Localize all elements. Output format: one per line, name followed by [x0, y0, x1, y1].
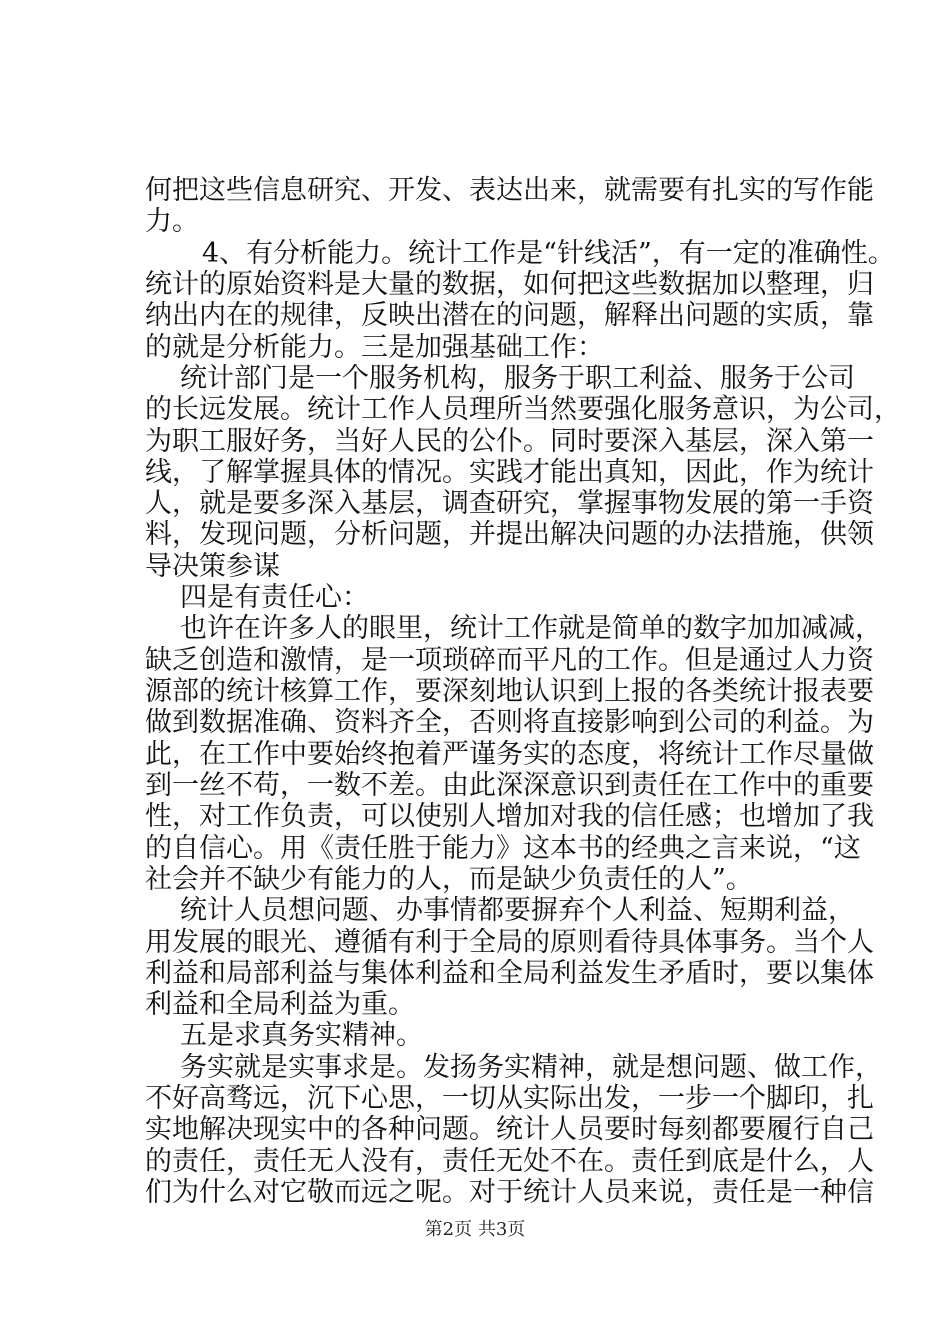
text-line: 线，了解掌握具体的情况。实践才能出真知，因此，作为统计 — [145, 457, 874, 488]
text-line: 做到数据准确、资料齐全，否则将直接影响到公司的利益。为 — [145, 707, 874, 738]
text-line: 何把这些信息研究、开发、表达出来，就需要有扎实的写作能 — [145, 175, 874, 206]
text-line: 4、有分析能力。统计工作是“针线活”，有一定的准确性。 — [202, 238, 895, 269]
text-line: 用发展的眼光、遵循有利于全局的原则看待具体事务。当个人 — [145, 927, 874, 958]
text-line: 料，发现问题，分析问题，并提出解决问题的办法措施，供领 — [145, 519, 874, 550]
text-line: 力。 — [145, 206, 199, 237]
text-line: 人，就是要多深入基层，调查研究，掌握事物发展的第一手资 — [145, 488, 874, 519]
text-line: 此，在工作中要始终抱着严谨务实的态度，将统计工作尽量做 — [145, 739, 874, 770]
text-line: 纳出内在的规律，反映出潜在的问题，解释出问题的实质，靠 — [145, 300, 874, 331]
text-line: 为职工服好务，当好人民的公仆。同时要深入基层，深入第一 — [145, 426, 874, 457]
text-line: 到一丝不苟，一数不差。由此深深意识到责任在工作中的重要 — [145, 770, 874, 801]
text-line: 统计部门是一个服务机构，服务于职工利益、服务于公司 — [180, 363, 855, 394]
page-footer: 第2页 共3页 — [424, 1219, 526, 1240]
text-line: 导决策参谋 — [145, 551, 280, 582]
text-line: 利益和局部利益与集体利益和全局利益发生矛盾时，要以集体 — [145, 958, 874, 989]
text-line: 也许在许多人的眼里，统计工作就是简单的数字加加减减， — [180, 613, 882, 644]
text-line: 们为什么对它敬而远之呢。对于统计人员来说，责任是一种信 — [145, 1177, 874, 1208]
section-heading: 五是求真务实精神。 — [180, 1020, 423, 1051]
text-line: 不好高骛远，沉下心思，一切从实际出发，一步一个脚印，扎 — [145, 1083, 874, 1114]
text-line: 务实就是实事求是。发扬务实精神，就是想问题、做工作， — [180, 1052, 882, 1083]
text-line: 性，对工作负责，可以使别人增加对我的信任感；也增加了我 — [145, 801, 874, 832]
text-line: 的自信心。用《责任胜于能力》这本书的经典之言来说，“这 — [145, 833, 861, 864]
text-line: 统计的原始资料是大量的数据，如何把这些数据加以整理，归 — [145, 269, 874, 300]
text-line: 实地解决现实中的各种问题。统计人员要时每刻都要履行自己 — [145, 1114, 874, 1145]
text-line: 统计人员想问题、办事情都要摒弃个人利益、短期利益， — [180, 895, 855, 926]
text-line: 的长远发展。统计工作人员理所当然要强化服务意识，为公司， — [145, 394, 901, 425]
section-heading: 四是有责任心： — [180, 582, 369, 613]
text-line: 源部的统计核算工作，要深刻地认识到上报的各类统计报表要 — [145, 676, 874, 707]
text-line: 的就是分析能力。三是加强基础工作： — [145, 332, 604, 363]
text-line: 的责任，责任无人没有，责任无处不在。责任到底是什么，人 — [145, 1146, 874, 1177]
text-line: 缺乏创造和激情，是一项琐碎而平凡的工作。但是通过人力资 — [145, 645, 874, 676]
text-line: 社会并不缺少有能力的人，而是缺少负责任的人”。 — [145, 864, 753, 895]
text-line: 利益和全局利益为重。 — [145, 989, 415, 1020]
